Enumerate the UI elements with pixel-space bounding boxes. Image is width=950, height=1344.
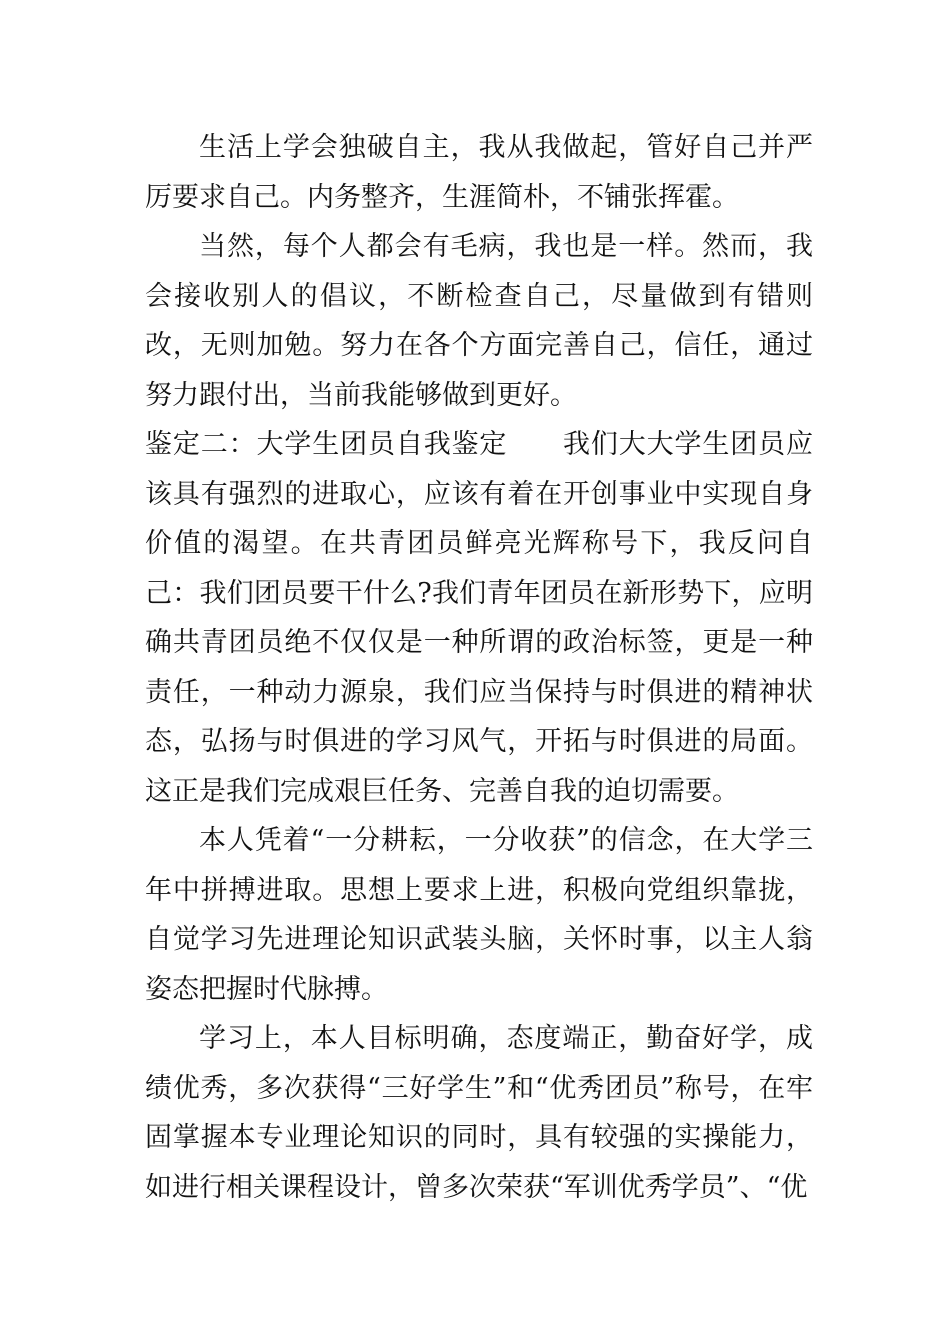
document-body [145,123,813,1212]
paragraph-study: 学习上，本人目标明确，态度端正，勤奋好学，成绩优秀，多次获得“三好学生”和“优秀团员”称号，在牢固掌握本专业理论知识的同时，具有较强的实操能力，如进行相关课程设计，曾多次荣获“军训优秀学员”、“优 [145,1023,813,1203]
paragraph-life: 生活上学会独破自主，我从我做起，管好自己并严厉要求自己。内务整齐，生涯简朴，不铺张挥霍。 [145,132,813,213]
paragraph-belief: 本人凭着“一分耕耘，一分收获”的信念，在大学三年中拼搏进取。思想上要求上进，积极向党组织靠拢，自觉学习先进理论知识武装头脑，关怀时事，以主人翁姿态把握时代脉搏。 [145,825,813,1005]
paragraph-appraisal-two: 鉴定二：大学生团员自我鉴定 我们大大学生团员应该具有强烈的进取心，应该有着在开创事业中实现自身价值的渴望。在共青团员鲜亮光辉称号下，我反问自己：我们团员要干什么?我们青年团员在新形势下，应明确共青团员绝不仅仅是一种所谓的政治标签，更是一种责任，一种动力源泉，我们应当保持与时俱进的精神状态，弘扬与时俱进的学习风气，开拓与时俱进的局面。这正是我们完成艰巨任务、完善自我的迫切需要。 [145,429,813,807]
paragraph-shortcomings: 当然，每个人都会有毛病，我也是一样。然而，我会接收别人的倡议，不断检查自己，尽量做到有错则改，无则加勉。努力在各个方面完善自己，信任，通过努力跟付出，当前我能够做到更好。 [145,231,813,411]
